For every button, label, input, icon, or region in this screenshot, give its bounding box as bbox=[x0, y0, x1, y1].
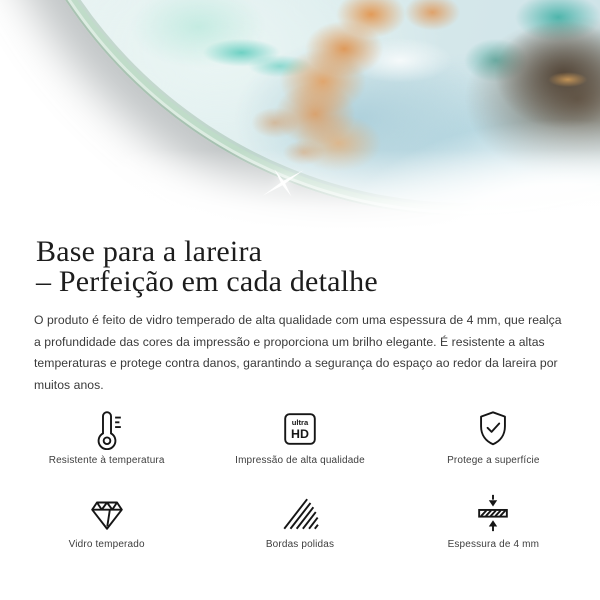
feature-label: Resistente à temperatura bbox=[48, 454, 165, 466]
description-line: temperaturas e protege contra danos, garantindo a segurança do espaço ao redor da lareira por bbox=[34, 356, 558, 371]
description-line: O produto é feito de vidro temperado de alta qualidade com uma espessura de 4 mm, que realça bbox=[34, 313, 562, 327]
page-title bbox=[0, 237, 600, 297]
svg-text:ultra: ultra bbox=[291, 417, 309, 427]
product-hero-image bbox=[0, 0, 600, 235]
feature-item-protects-surface bbox=[397, 406, 590, 466]
svg-text:HD: HD bbox=[291, 426, 309, 441]
thickness-press-icon bbox=[472, 490, 514, 534]
feature-item-tempered-glass bbox=[10, 490, 203, 550]
title-line-2: – Perfeição em cada detalhe bbox=[36, 265, 378, 298]
feature-label: Vidro temperado bbox=[68, 538, 145, 550]
feature-label: Bordas polidas bbox=[265, 538, 335, 550]
ultra-hd-icon bbox=[279, 406, 321, 450]
feature-item-polished-edges bbox=[203, 490, 396, 550]
feature-item-print-quality bbox=[203, 406, 396, 466]
feature-label: Impressão de alta qualidade bbox=[235, 454, 365, 466]
description-line: a profundidade das cores da impressão e proporciona um brilho elegante. É resistente a altas bbox=[34, 334, 545, 349]
feature-label: Espessura de 4 mm bbox=[447, 538, 540, 550]
feature-label: Protege a superfície bbox=[447, 454, 540, 466]
sparkle-highlight bbox=[258, 158, 308, 208]
feature-item-thickness bbox=[397, 490, 590, 550]
shield-check-icon bbox=[472, 406, 514, 450]
diamond-icon bbox=[86, 490, 128, 534]
thermometer-icon bbox=[86, 406, 128, 450]
title-line-1: Base para a lareira bbox=[36, 235, 263, 268]
feature-item-temperature bbox=[10, 406, 203, 466]
features-grid bbox=[10, 406, 590, 550]
product-description bbox=[0, 310, 600, 397]
description-line: muitos anos. bbox=[34, 378, 104, 393]
polished-edges-icon bbox=[279, 490, 321, 534]
